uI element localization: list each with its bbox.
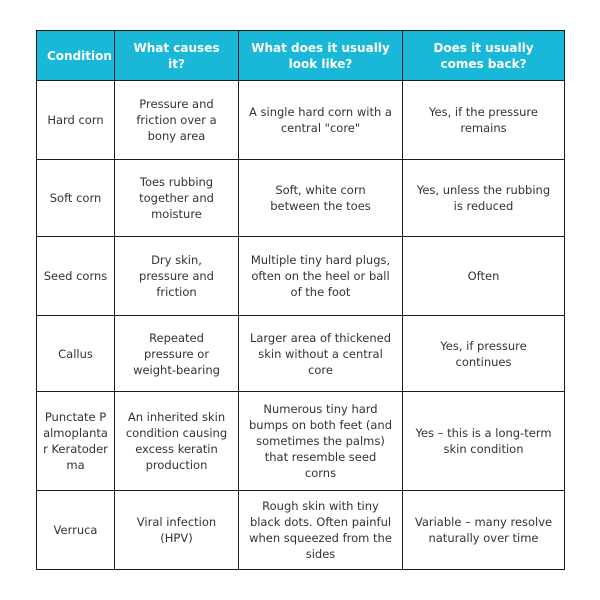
recurrence-cell: Yes – this is a long-term skin condition — [403, 392, 565, 491]
recurrence-cell: Yes, if the pressure remains — [403, 81, 565, 160]
header-condition: Condition — [37, 31, 115, 81]
foot-conditions-table — [36, 30, 565, 570]
table-row — [37, 237, 565, 316]
table-row — [37, 160, 565, 237]
header-cause: What causes it? — [115, 31, 239, 81]
comparison-table-container — [36, 30, 564, 570]
header-appearance: What does it usually look like? — [239, 31, 403, 81]
table-row — [37, 392, 565, 491]
appearance-cell: Soft, white corn between the toes — [239, 160, 403, 237]
appearance-cell: Numerous tiny hard bumps on both feet (and sometimes the palms) that resemble seed corns — [239, 392, 403, 491]
condition-cell: Soft corn — [37, 160, 115, 237]
table-row — [37, 81, 565, 160]
table-row — [37, 491, 565, 570]
condition-cell: Punctate Palmoplantar Keratoderma — [37, 392, 115, 491]
condition-cell: Hard corn — [37, 81, 115, 160]
appearance-cell: A single hard corn with a central "core" — [239, 81, 403, 160]
recurrence-cell: Variable – many resolve naturally over time — [403, 491, 565, 570]
cause-cell: Dry skin, pressure and friction — [115, 237, 239, 316]
condition-cell: Seed corns — [37, 237, 115, 316]
table-header-row — [37, 31, 565, 81]
recurrence-cell: Often — [403, 237, 565, 316]
condition-cell: Verruca — [37, 491, 115, 570]
condition-cell: Callus — [37, 316, 115, 392]
recurrence-cell: Yes, if pressure continues — [403, 316, 565, 392]
header-recurrence: Does it usually comes back? — [403, 31, 565, 81]
cause-cell: Toes rubbing together and moisture — [115, 160, 239, 237]
table-row — [37, 316, 565, 392]
appearance-cell: Multiple tiny hard plugs, often on the heel or ball of the foot — [239, 237, 403, 316]
appearance-cell: Larger area of thickened skin without a central core — [239, 316, 403, 392]
recurrence-cell: Yes, unless the rubbing is reduced — [403, 160, 565, 237]
appearance-cell: Rough skin with tiny black dots. Often painful when squeezed from the sides — [239, 491, 403, 570]
cause-cell: Pressure and friction over a bony area — [115, 81, 239, 160]
cause-cell: Viral infection (HPV) — [115, 491, 239, 570]
cause-cell: Repeated pressure or weight-bearing — [115, 316, 239, 392]
cause-cell: An inherited skin condition causing excess keratin production — [115, 392, 239, 491]
